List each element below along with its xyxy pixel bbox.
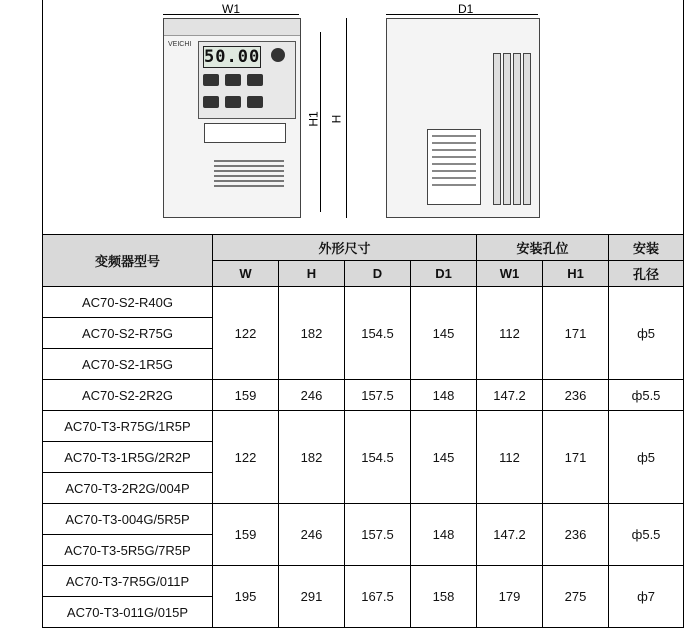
h-cell: 291 [279,566,345,628]
h1-label: H1 [306,111,321,127]
hole-cell: ф5.5 [609,380,684,411]
dimension-drawing [42,0,684,234]
hole-cell: ф5 [609,411,684,504]
d1-cell: 148 [411,380,477,411]
warning-label [214,157,284,197]
header-w: W [213,261,279,287]
table-row [43,411,684,442]
h-cell: 182 [279,411,345,504]
side-view [386,18,540,218]
header-model: 变频器型号 [43,235,213,287]
model-cell: AC70-T3-5R5G/7R5P [43,535,213,566]
w-cell: 195 [213,566,279,628]
lcd-display: 50.00 [204,47,261,67]
keypad-panel [198,41,296,119]
heatsink-fins [493,53,529,203]
h1-cell: 275 [543,566,609,628]
d1-cell: 145 [411,411,477,504]
d-cell: 157.5 [345,504,411,566]
brand-logo: VEICHI [168,41,192,48]
model-cell: AC70-T3-004G/5R5P [43,504,213,535]
model-cell: AC70-S2-R75G [43,318,213,349]
d1-cell: 158 [411,566,477,628]
side-sticker [427,129,481,205]
w1-cell: 147.2 [477,380,543,411]
front-top-band [164,19,300,36]
header-h: H [279,261,345,287]
front-view [163,18,301,218]
spec-table [42,234,684,628]
d1-label: D1 [458,2,474,16]
w-cell: 159 [213,504,279,566]
model-cell: AC70-T3-2R2G/004P [43,473,213,504]
d1-cell: 145 [411,287,477,380]
d1-cell: 148 [411,504,477,566]
w1-cell: 112 [477,411,543,504]
header-h1: H1 [543,261,609,287]
header-d: D [345,261,411,287]
hole-cell: ф5 [609,287,684,380]
d-cell: 154.5 [345,287,411,380]
h1-cell: 236 [543,380,609,411]
w-cell: 122 [213,287,279,380]
h-cell: 246 [279,504,345,566]
header-mount-dia-2: 孔径 [609,261,684,287]
h-dimension-line [346,18,347,218]
header-w1: W1 [477,261,543,287]
hole-cell: ф7 [609,566,684,628]
w1-cell: 179 [477,566,543,628]
table-row [43,504,684,535]
h1-cell: 171 [543,411,609,504]
model-cell: AC70-S2-2R2G [43,380,213,411]
header-outer-size: 外形尺寸 [213,235,477,261]
d-cell: 167.5 [345,566,411,628]
header-d1: D1 [411,261,477,287]
d-cell: 154.5 [345,411,411,504]
h1-cell: 171 [543,287,609,380]
h-cell: 182 [279,287,345,380]
w1-cell: 147.2 [477,504,543,566]
header-mount-pos: 安装孔位 [477,235,609,261]
model-cell: AC70-T3-7R5G/011P [43,566,213,597]
model-cell: AC70-T3-R75G/1R5P [43,411,213,442]
table-row [43,380,684,411]
header-mount-dia-1: 安装 [609,235,684,261]
nameplate [204,123,286,143]
h-cell: 246 [279,380,345,411]
model-cell: AC70-T3-1R5G/2R2P [43,442,213,473]
w1-cell: 112 [477,287,543,380]
w-cell: 159 [213,380,279,411]
w-cell: 122 [213,411,279,504]
table-row [43,566,684,597]
model-cell: AC70-S2-1R5G [43,349,213,380]
h1-cell: 236 [543,504,609,566]
w1-label: W1 [222,2,240,16]
h-label: H [329,114,344,124]
hole-cell: ф5.5 [609,504,684,566]
model-cell: AC70-S2-R40G [43,287,213,318]
model-cell: AC70-T3-011G/015P [43,597,213,628]
table-row [43,287,684,318]
d-cell: 157.5 [345,380,411,411]
